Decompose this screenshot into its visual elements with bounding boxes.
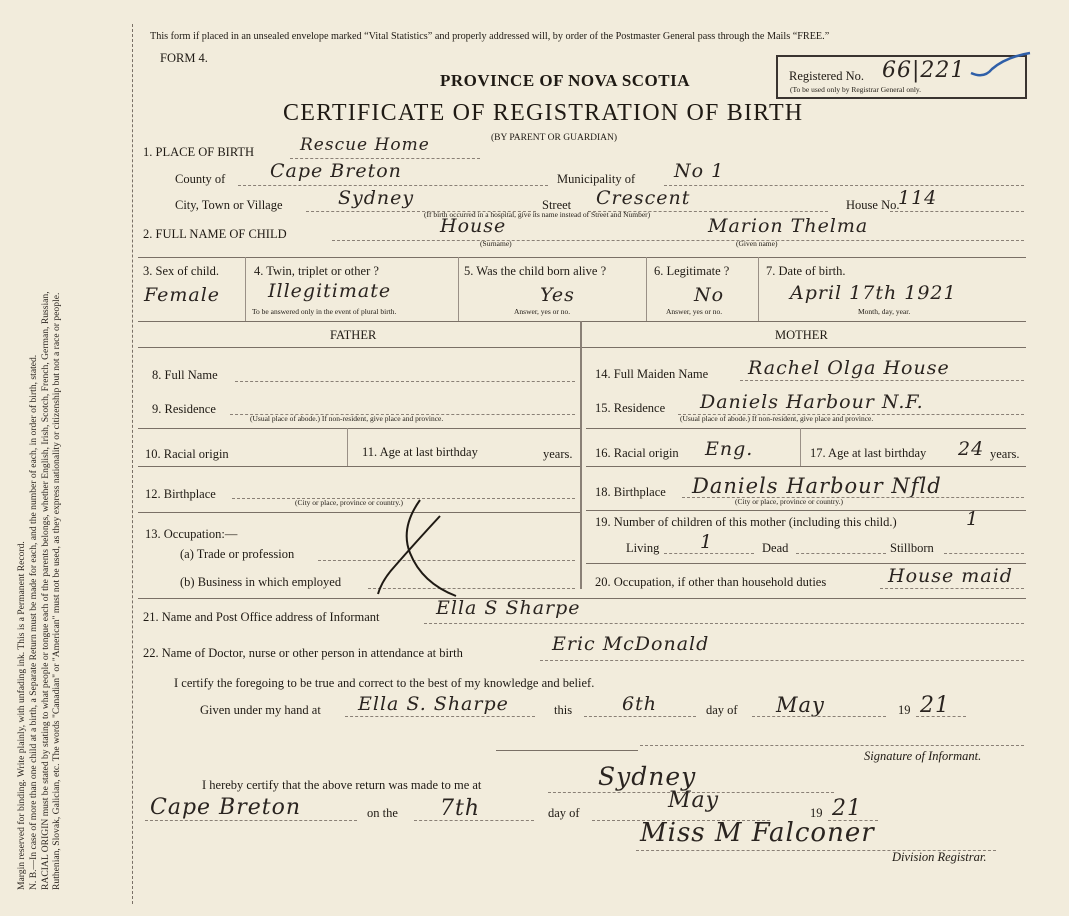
registered-label: Registered No. [789,69,864,83]
margin-line-2: N. B.—In case of more than one child at a birth, a Separate Return must be made for each, and the number of each, in order of birth, stated. [27,354,39,890]
registrar-signature-value: Miss M Falconer [640,818,875,848]
certify-statement: I certify the foregoing to be true and correct to the best of my knowledge and belief. [174,676,595,690]
surname-caption: (Surname) [480,239,512,248]
certificate-title: CERTIFICATE OF REGISTRATION OF BIRTH [283,100,804,126]
mother-birthplace-label: 18. Birthplace [595,485,666,499]
mother-birthplace-caption: (City or place, province or country.) [735,497,844,506]
form-number: FORM 4. [160,51,208,65]
hospital-note: (If birth occurred in a hospital, give its name instead of Street and Number) [424,210,651,219]
registrar-place-value: Sydney [598,762,697,791]
dob-label: 7. Date of birth. [766,264,846,278]
mother-occupation-label: 20. Occupation, if other than household duties [595,575,827,589]
house-number-value: 114 [898,187,938,209]
child-name-label: 2. FULL NAME OF CHILD [143,227,287,241]
father-residence-caption: (Usual place of abode.) If non-resident, give place and province. [250,414,444,423]
by-parent-caption: (BY PARENT OR GUARDIAN) [491,133,618,143]
mother-residence-caption: (Usual place of abode.) If non-resident, give place and province. [680,414,874,423]
mother-children-label: 19. Number of children of this mother (including this child.) [595,515,897,529]
alive-value: Yes [540,284,575,306]
mother-occupation-value: House maid [888,565,1013,587]
street-label: Street [542,198,572,212]
strike-through-mark [360,498,470,600]
stillborn-label: Stillborn [890,541,934,555]
mother-residence-value: Daniels Harbour N.F. [700,391,924,413]
registrar-statement: I hereby certify that the above return was made to me at [202,778,482,792]
sex-value: Female [144,284,221,306]
given-caption: (Given name) [736,239,778,248]
alive-caption: Answer, yes or no. [514,307,571,316]
mother-years: years. [990,447,1020,461]
registered-box [776,55,1027,99]
cert-year-value: 21 [920,693,950,718]
father-business-label: (b) Business in which employed [180,575,342,589]
registrar-day-value: 7th [440,796,481,821]
mother-age-value: 24 [958,438,985,460]
father-racial-label: 10. Racial origin [145,447,229,461]
mother-maiden-label: 14. Full Maiden Name [595,367,709,381]
informant-signature-label: Signature of Informant. [864,749,982,763]
city-value: Sydney [338,187,415,209]
legitimate-label: 6. Legitimate ? [654,264,730,278]
father-birthplace-label: 12. Birthplace [145,487,216,501]
margin-line-4: Ruthenian, Slovak, Galician, etc. The words "Canadian" or "American" must not be used, as they express nationality or citizenship but not a race or people. [51,292,63,890]
check-mark-icon [966,51,1036,81]
father-heading: FATHER [330,328,377,342]
registrar-county-value: Cape Breton [150,795,302,820]
cert-month-value: May [776,693,825,717]
margin-rule [132,24,133,904]
registrar-day-of-label: day of [548,806,580,820]
living-label: Living [626,541,660,555]
father-trade-label: (a) Trade or profession [180,547,295,561]
father-years: years. [543,447,573,461]
margin-text-block [16,10,63,890]
registrar-on-the-label: on the [367,806,398,820]
cert-year-prefix: 19 [898,703,911,717]
child-surname-value: House [440,215,507,237]
county-value: Cape Breton [270,160,402,182]
margin-line-1: Margin reserved for binding. Write plainly, with unfading ink. This is a Permanent Record. [16,541,27,890]
informant-value: Ella S Sharpe [436,597,581,619]
registrar-year-value: 21 [832,796,862,821]
margin-instructions [0,0,128,916]
mother-age-label: 17. Age at last birthday [810,446,927,460]
twin-caption: To be answered only in the event of plural birth. [252,307,397,316]
municipality-value: No 1 [674,160,725,182]
dob-caption: Month, day, year. [858,307,911,316]
legitimate-value: No [694,284,725,306]
dead-label: Dead [762,541,789,555]
registrar-year-prefix: 19 [810,806,823,820]
registered-value: 66|221 [882,58,966,83]
doctor-label: 22. Name of Doctor, nurse or other person in attendance at birth [143,646,463,660]
given-place-value: Ella S. Sharpe [358,693,509,715]
cert-day-of-label: day of [706,703,738,717]
given-under-label: Given under my hand at [200,703,321,717]
twin-label: 4. Twin, triplet or other ? [254,264,379,278]
mother-birthplace-value: Daniels Harbour Nfld [692,474,942,498]
this-label: this [554,703,573,717]
registrar-note: (To be used only by Registrar General only. [790,85,922,94]
city-label: City, Town or Village [175,198,283,212]
father-name-label: 8. Full Name [152,368,218,382]
doctor-value: Eric McDonald [552,633,710,655]
registrar-signature-label: Division Registrar. [892,850,987,864]
mail-notice: This form if placed in an unsealed envelope marked “Vital Statistics” and properly addressed will, by order of the Postmaster General pass through the Mails “FREE.” [150,31,830,42]
place-of-birth-value: Rescue Home [300,135,430,155]
municipality-label: Municipality of [557,172,636,186]
legitimate-caption: Answer, yes or no. [666,307,723,316]
mother-children-value: 1 [966,508,980,530]
registrar-month-value: May [668,788,720,813]
county-label: County of [175,172,226,186]
father-birthplace-caption: (City or place, province or country.) [295,498,404,507]
twin-value: Illegitimate [268,280,392,302]
father-age-label: 11. Age at last birthday [362,445,478,459]
margin-line-3: RACIAL ORIGIN must be stated by stating to what people or tongue each of the parents belongs, whether English, Irish, Scotch, French, German, Russian, [39,291,51,890]
place-of-birth-label: 1. PLACE OF BIRTH [143,145,255,159]
mother-racial-label: 16. Racial origin [595,446,679,460]
mother-heading: MOTHER [775,328,828,342]
living-value: 1 [700,531,714,553]
father-occupation-label: 13. Occupation:— [145,527,238,541]
informant-label: 21. Name and Post Office address of Informant [143,610,380,624]
father-residence-label: 9. Residence [152,402,216,416]
sex-label: 3. Sex of child. [143,264,220,278]
house-number-label: House No. [846,198,900,212]
child-given-value: Marion Thelma [708,215,869,237]
cert-day-value: 6th [622,693,657,715]
street-value: Crescent [596,187,691,209]
dob-value: April 17th 1921 [790,282,957,304]
mother-maiden-value: Rachel Olga House [748,357,950,379]
province-title: PROVINCE OF NOVA SCOTIA [440,71,691,90]
alive-label: 5. Was the child born alive ? [464,264,607,278]
mother-racial-value: Eng. [705,438,754,460]
mother-residence-label: 15. Residence [595,401,666,415]
